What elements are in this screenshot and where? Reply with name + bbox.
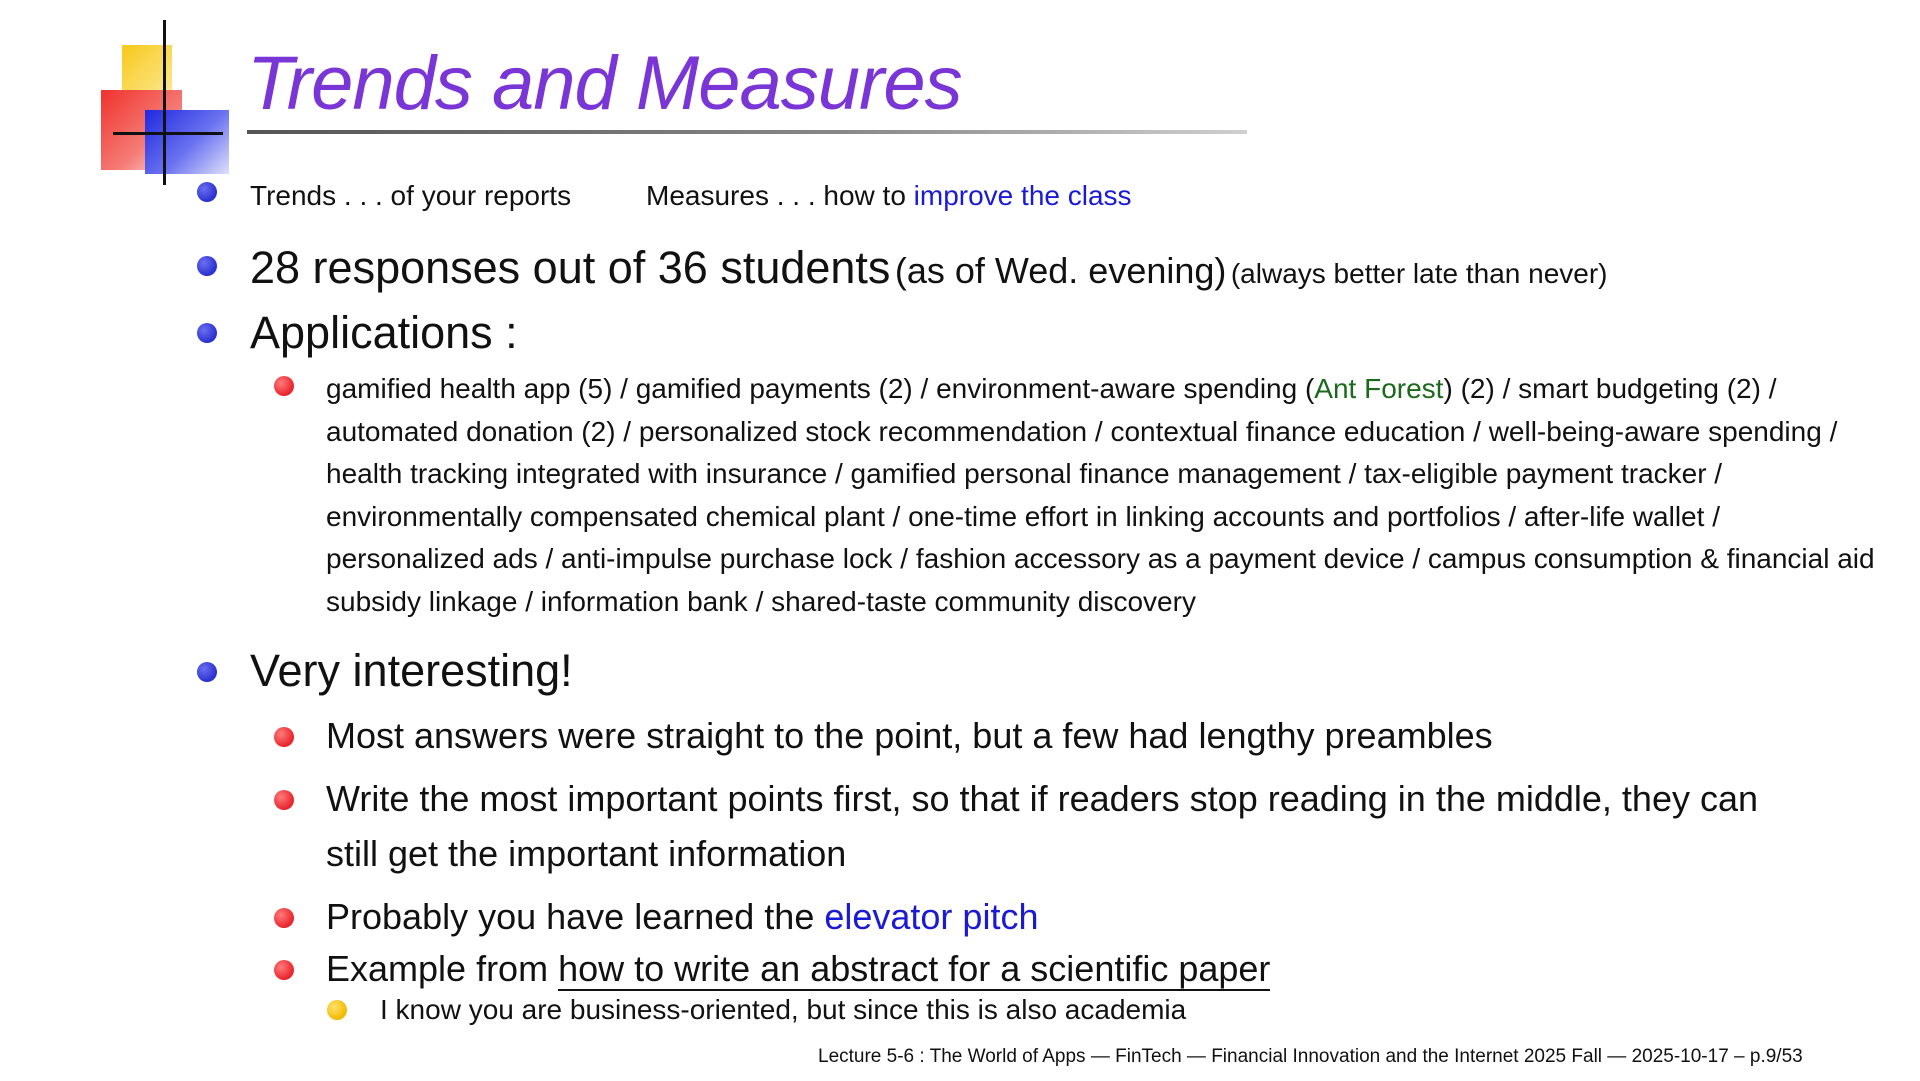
logo-vertical-line (163, 20, 166, 185)
bullet-trends: Trends . . . of your reports (250, 180, 572, 211)
logo-horizontal-line (113, 132, 223, 135)
bullet-level1-icon (197, 662, 217, 682)
responses-main: 28 responses out of 36 students (250, 242, 891, 293)
sub-elevator-pitch (326, 896, 1038, 938)
bullet-measures (646, 180, 1132, 212)
bullet-level1-icon (197, 182, 217, 202)
bullet-level2-icon (274, 790, 294, 810)
abstract-link[interactable]: how to write an abstract for a scientific paper (558, 948, 1271, 989)
responses-note: (always better late than never) (1230, 258, 1608, 289)
subsub-business-oriented: I know you are business-oriented, but since this is also academia (380, 994, 1187, 1025)
title-rule (247, 130, 1247, 134)
bullet-very-interesting: Very interesting! (250, 645, 573, 696)
bullet-level1-icon (197, 256, 217, 276)
bullet-level2-icon (274, 908, 294, 928)
apps-text-part2: ) (2) / smart budgeting (2) / automated donation (2) / personalized stock recommendation / contextual finance education / well-being-aware spending / health tracking integrated with insurance / gamified personal finance management / tax-eligible payment tracker / environmentally compensated chemical plant / one-time effort in linking accounts and portfolios / after-life wallet / personalized ads / anti-impulse purchase lock / fashion accessory as a payment device / campus consumption & financial aid subsidy linkage / information bank / shared-taste community discovery (326, 373, 1875, 617)
bullet-responses (250, 242, 1608, 294)
responses-sub: (as of Wed. evening) (894, 250, 1227, 291)
applications-list (326, 368, 1886, 623)
elevator-pitch-link[interactable]: elevator pitch (824, 896, 1039, 937)
bullet-level1-icon (197, 323, 217, 343)
slide-footer: Lecture 5-6 : The World of Apps — FinTech — Financial Innovation and the Internet 2025 Fall — 2025-10-17 – p.9/53 (818, 1046, 1803, 1067)
measures-prefix: Measures . . . how to (646, 180, 914, 211)
bullet-applications: Applications : (250, 307, 518, 358)
sub-write-important-line1: Write the most important points first, so that if readers stop reading in the middle, they can (326, 778, 1759, 819)
apps-text-part1: gamified health app (5) / gamified payments (2) / environment-aware spending ( (326, 373, 1315, 404)
slide-logo (95, 20, 245, 185)
sub-write-important-line2: still get the important information (326, 833, 847, 874)
bullet-level2-icon (274, 727, 294, 747)
elevator-prefix: Probably you have learned the (326, 896, 825, 937)
example-prefix: Example from (326, 948, 559, 989)
bullet-level2-icon (274, 376, 294, 396)
improve-class-link[interactable]: improve the class (913, 180, 1132, 211)
sub-example-abstract (326, 948, 1270, 990)
ant-forest-link[interactable]: Ant Forest (1314, 373, 1444, 404)
bullet-level3-icon (327, 1000, 347, 1020)
sub-most-answers: Most answers were straight to the point, but a few had lengthy preambles (326, 715, 1493, 756)
logo-blue-square (145, 110, 229, 174)
slide-title: Trends and Measures (247, 41, 962, 126)
bullet-level2-icon (274, 960, 294, 980)
